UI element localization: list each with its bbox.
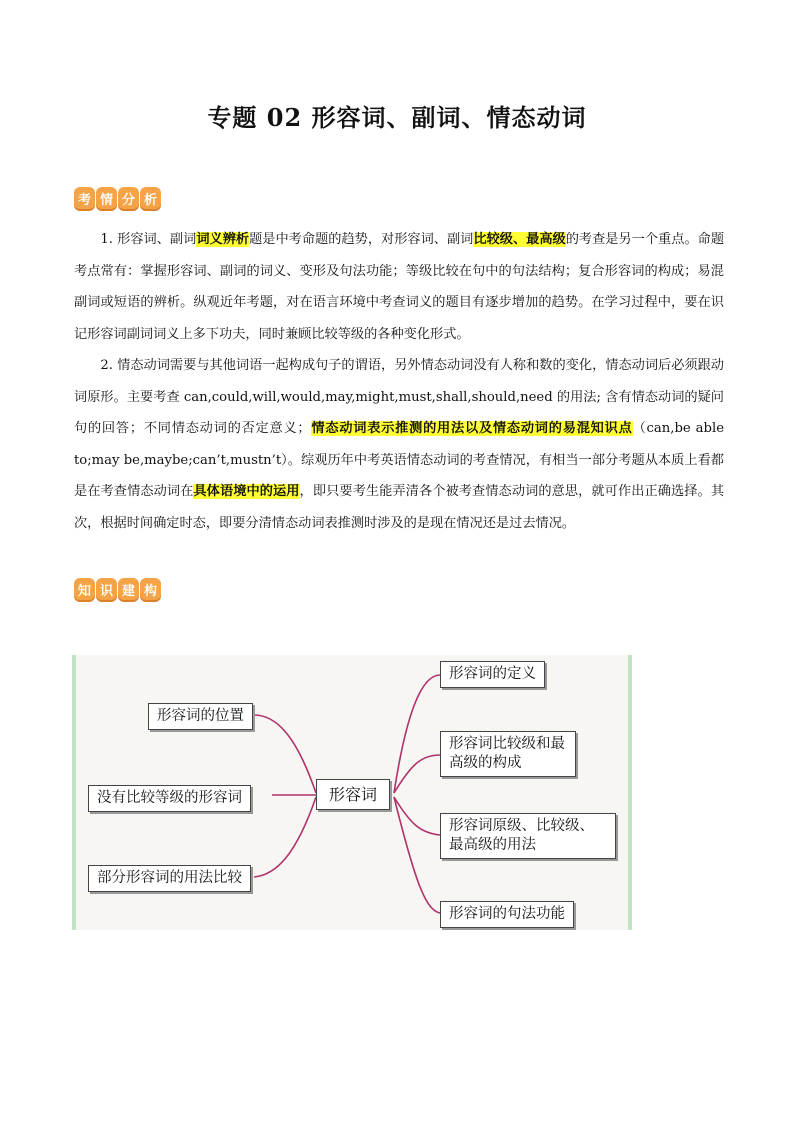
paragraph-2 [74,350,724,539]
highlight: 情态动词表示推测的用法以及情态动词的易混知识点 [310,421,633,436]
mindmap-node-left: 部分形容词的用法比较 [88,865,251,892]
mindmap-node-right: 形容词的句法功能 [440,901,574,928]
mindmap-node-right: 形容词原级、比较级、最高级的用法 [440,813,616,859]
mind-map-diagram [72,655,632,930]
highlight: 具体语境中的运用 [193,484,300,499]
highlight: 比较级、最高级 [473,232,566,247]
badge-char: 情 [96,187,117,209]
mindmap-node-right: 形容词的定义 [440,661,545,688]
mindmap-node-left: 没有比较等级的形容词 [88,785,251,812]
badge-char: 分 [118,187,139,209]
badge-char: 析 [140,187,161,209]
mindmap-center-node: 形容词 [316,779,390,810]
badge-char: 识 [96,578,117,600]
badge-char: 知 [74,578,95,600]
mindmap-node-right: 形容词比较级和最高级的构成 [440,731,576,777]
page-title: 专题 02 形容词、副词、情态动词 [207,103,587,132]
text: ，即只要考生能弄清各个被考查情态动词的意思，就可作出正确选择。其次，根据时间确定时态，即要分清情态动词表推测时涉及的是现在情况还是过去情况。 [74,484,725,531]
text: 1. 形容词、副词 [100,232,197,247]
text: 2. 情态动词需要与其他词语一起构成句子的谓语，另外情态动词没有人称和数的变化，情态动词后必须跟动词原形。主要考查 can,could,will,would,may,might,must,shall,should,need 的用法; 含有情态动词的疑问句的回答；不同情态动词的否定意义； [74,358,724,436]
section-badge-structure [74,578,162,604]
paragraph-1 [74,224,724,350]
text: 的考查是另一个重点。命题考点常有：掌握形容词、副词的词义、变形及句法功能；等级比较在句中的句法结构；复合形容词的构成；易混副词或短语的辨析。纵观近年考题，对在语言环境中考查词义的题目有逐步增加的趋势。在学习过程中，要在识记形容词副词词义上多下功夫，同时兼顾比较等级的各种变化形式。 [74,232,725,342]
badge-char: 构 [140,578,161,600]
text: 题是中考命题的趋势，对形容词、副词 [249,232,474,247]
badge-char: 考 [74,187,95,209]
badge-char: 建 [118,578,139,600]
text: （can,be able to;may be,maybe;can’t,mustn’t）。综观历年中考英语情态动词的考查情况，有相当一部分考题从本质上看都是在考查情态动词在 [74,421,725,499]
section-badge-analysis [74,187,162,213]
highlight: 词义辨析 [196,232,250,247]
mindmap-node-left: 形容词的位置 [148,703,253,730]
analysis-paragraphs [74,224,724,539]
